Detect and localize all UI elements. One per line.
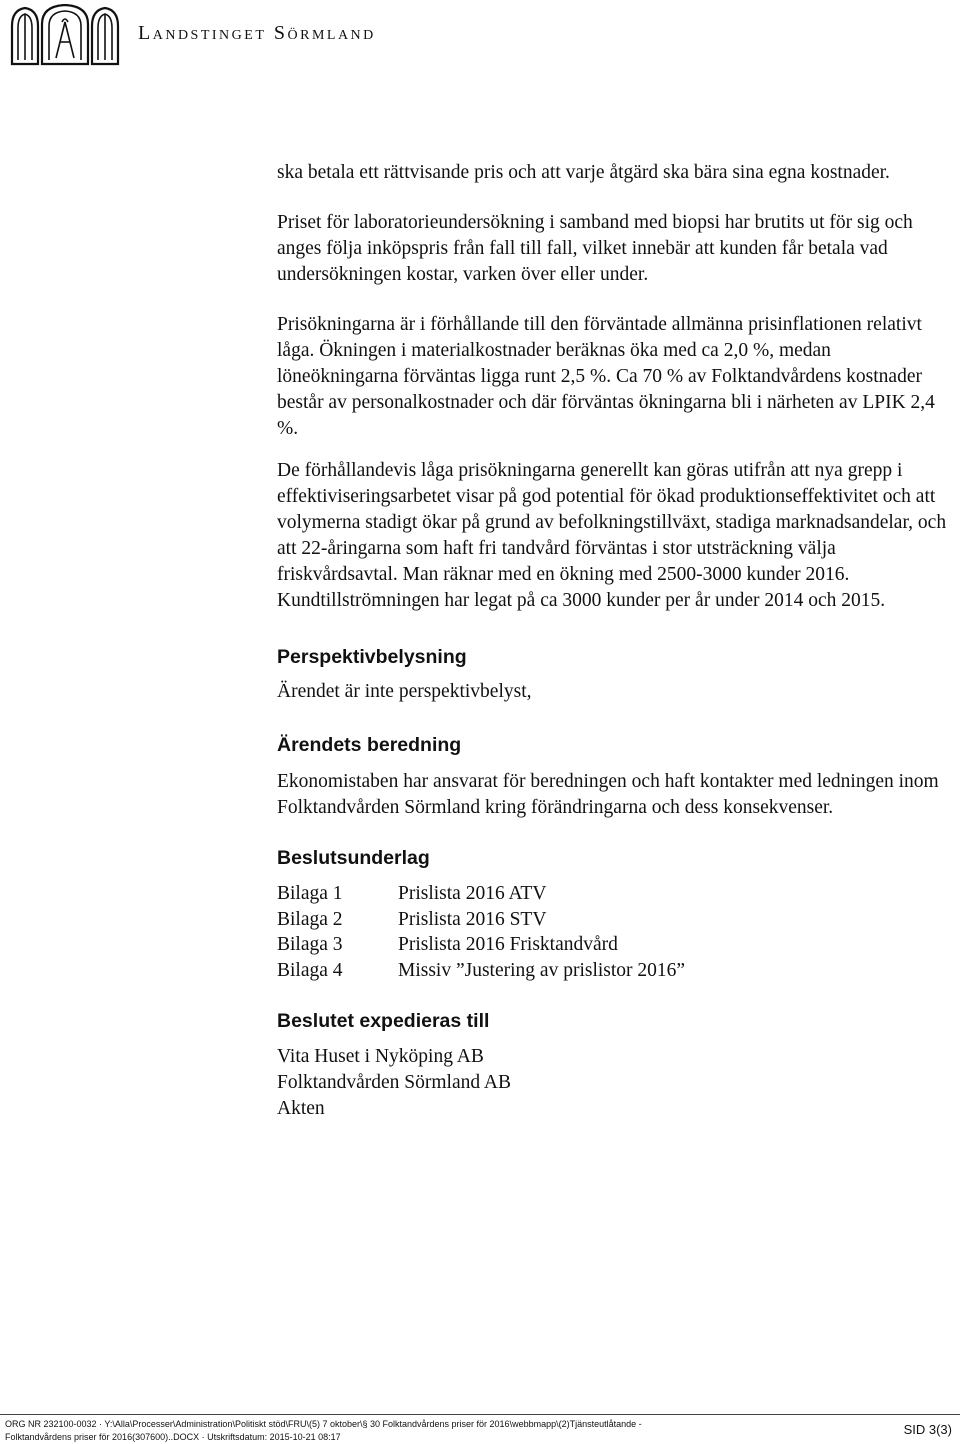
footer-line-2: Folktandvårdens priser för 2016(307600)..DOCX · Utskriftsdatum: 2015-10-21 08:17 (5, 1431, 341, 1442)
heading-beslutsunderlag: Beslutsunderlag (277, 847, 430, 869)
recipient-item: Vita Huset i Nyköping AB (277, 1046, 484, 1067)
attachment-list (277, 881, 947, 983)
attachment-title: Prislista 2016 STV (398, 908, 547, 930)
perspektiv-text: Ärendet är inte perspektivbelyst, (277, 681, 532, 702)
heading-beslutet-expedieras: Beslutet expedieras till (277, 1010, 490, 1032)
page-number: SID 3(3) (903, 1422, 952, 1437)
paragraph-efficiency: De förhållandevis låga prisökningarna generellt kan göras utifrån att nya grepp i effektiviseringsarbetet visar på god potential för ökad produktionseffektivitet och att volymerna stadigt ökar på grund av befolkningstillväxt, stadiga marknadsandelar, och att 22-åringarna som haft fri tandvård förväntas i stor utsträckning välja friskvårdsavtal. Man räknar med en ökning med 2500-3000 kunder 2016. Kundtillströmningen har legat på ca 3000 kunder per år under 2014 och 2015. (277, 460, 947, 611)
attachment-title: Missiv ”Justering av prislistor 2016” (398, 959, 686, 981)
letterhead (8, 4, 508, 64)
attachment-title: Prislista 2016 ATV (398, 883, 547, 904)
attachment-row (277, 932, 947, 958)
recipient-list (277, 1044, 947, 1122)
attachment-row (277, 958, 947, 984)
recipient-item: Akten (277, 1098, 325, 1119)
attachment-title: Prislista 2016 Frisktandvård (398, 934, 618, 955)
attachment-row (277, 881, 947, 907)
footer-line-1: ORG NR 232100-0032 · Y:\Alla\Processer\Administration\Politiskt stöd\FRU\(5) 7 oktober\§ 30 Folktandvårdens priser för 2016\webbmapp\(2)Tjänsteutlåtande - (5, 1419, 642, 1429)
attachment-id: Bilaga 1 (277, 883, 343, 904)
beredning-text: Ekonomistaben har ansvarat för beredningen och haft kontakter med ledningen inom Folktandvården Sörmland kring förändringarna och dess konsekvenser. (277, 771, 939, 818)
paragraph-laboratory: Priset för laboratorieundersökning i samband med biopsi har brutits ut för sig och anges följa inköpspris från fall till fall, vilket innebär att kunden får betala vad undersökningen kostar, varken över eller under. (277, 212, 913, 285)
attachment-row (277, 907, 947, 933)
attachment-id: Bilaga 2 (277, 908, 343, 930)
footer-metadata (5, 1418, 865, 1443)
paragraph-intro: ska betala ett rättvisande pris och att varje åtgärd ska bära sina egna kostnader. (277, 162, 890, 183)
heading-perspektivbelysning: Perspektivbelysning (277, 646, 467, 668)
crest-logo-icon (8, 4, 122, 66)
document-body (277, 160, 947, 1122)
attachment-id: Bilaga 4 (277, 959, 343, 981)
paragraph-price-increase: Prisökningarna är i förhållande till den förväntade allmänna prisinflationen relativt låga. Ökningen i materialkostnader beräknas öka med ca 2,0 %, medan löneökningarna förväntas ligga runt 2,5 %. Ca 70 % av Folktandvårdens kostnader består av personalkostnader och där förväntas ökningarna bli i närheten av LPIK 2,4 %. (277, 314, 935, 439)
attachment-id: Bilaga 3 (277, 934, 343, 955)
footer-divider (0, 1414, 960, 1415)
recipient-item: Folktandvården Sörmland AB (277, 1072, 511, 1093)
organization-name: Landstinget Sörmland (138, 22, 376, 44)
heading-arendets-beredning: Ärendets beredning (277, 734, 462, 756)
